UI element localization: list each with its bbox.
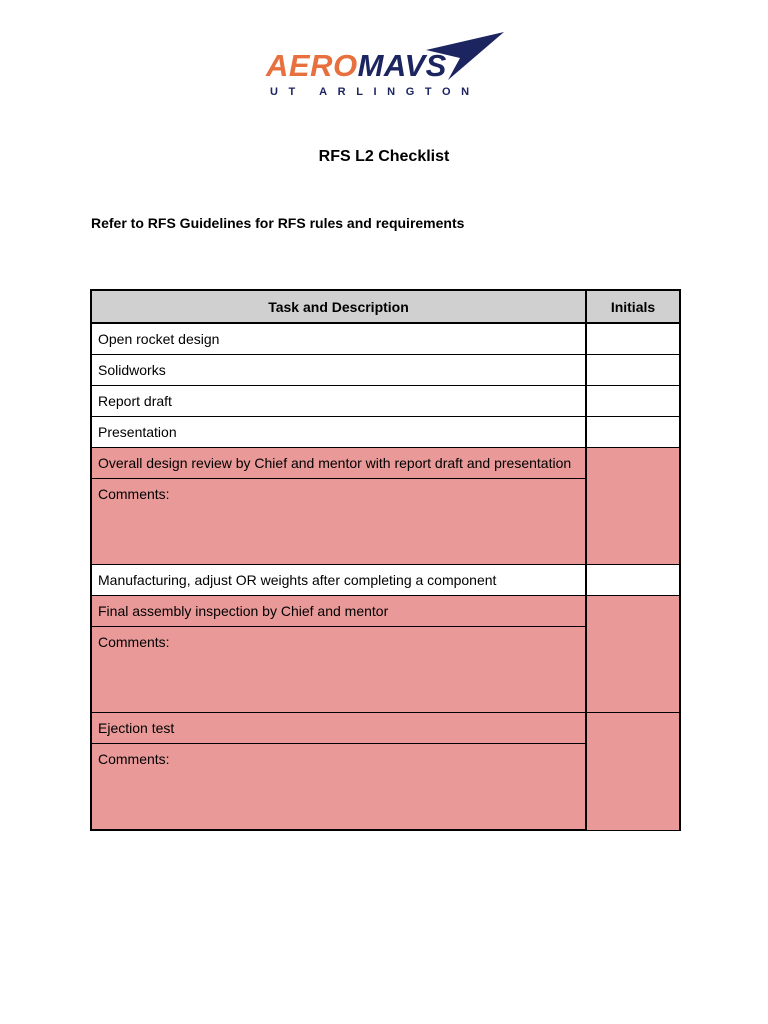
table-row bbox=[91, 323, 680, 355]
initials-cell[interactable] bbox=[586, 386, 680, 417]
table-row bbox=[91, 565, 680, 596]
initials-cell[interactable] bbox=[586, 596, 680, 713]
checklist-table bbox=[90, 289, 681, 831]
table-row bbox=[91, 713, 680, 744]
task-cell: Overall design review by Chief and mentor with report draft and presentation bbox=[91, 448, 586, 479]
logo-word-aero: AERO bbox=[266, 48, 358, 83]
logo-wordmark bbox=[266, 48, 447, 84]
initials-cell[interactable] bbox=[586, 417, 680, 448]
table-row bbox=[91, 386, 680, 417]
logo-word-mavs: MAVS bbox=[357, 48, 447, 83]
table-row bbox=[91, 417, 680, 448]
table-row bbox=[91, 355, 680, 386]
column-header-initials: Initials bbox=[586, 290, 680, 323]
column-header-task: Task and Description bbox=[91, 290, 586, 323]
task-cell: Presentation bbox=[91, 417, 586, 448]
task-cell: Manufacturing, adjust OR weights after completing a component bbox=[91, 565, 586, 596]
initials-cell[interactable] bbox=[586, 323, 680, 355]
aeromavs-logo bbox=[266, 32, 506, 102]
table-header-row bbox=[91, 290, 680, 323]
initials-cell[interactable] bbox=[586, 713, 680, 831]
task-cell: Final assembly inspection by Chief and mentor bbox=[91, 596, 586, 627]
initials-cell[interactable] bbox=[586, 355, 680, 386]
page-subtitle: Refer to RFS Guidelines for RFS rules and requirements bbox=[91, 215, 465, 231]
comment-cell[interactable]: Comments: bbox=[91, 627, 586, 713]
logo-subtitle: UT ARLINGTON bbox=[270, 86, 480, 98]
table-row bbox=[91, 596, 680, 627]
task-cell: Report draft bbox=[91, 386, 586, 417]
task-cell: Ejection test bbox=[91, 713, 586, 744]
comment-cell[interactable]: Comments: bbox=[91, 479, 586, 565]
page-title: RFS L2 Checklist bbox=[318, 148, 450, 165]
task-cell: Solidworks bbox=[91, 355, 586, 386]
initials-cell[interactable] bbox=[586, 448, 680, 565]
initials-cell[interactable] bbox=[586, 565, 680, 596]
task-cell: Open rocket design bbox=[91, 323, 586, 355]
table-row bbox=[91, 448, 680, 479]
comment-cell[interactable]: Comments: bbox=[91, 744, 586, 831]
